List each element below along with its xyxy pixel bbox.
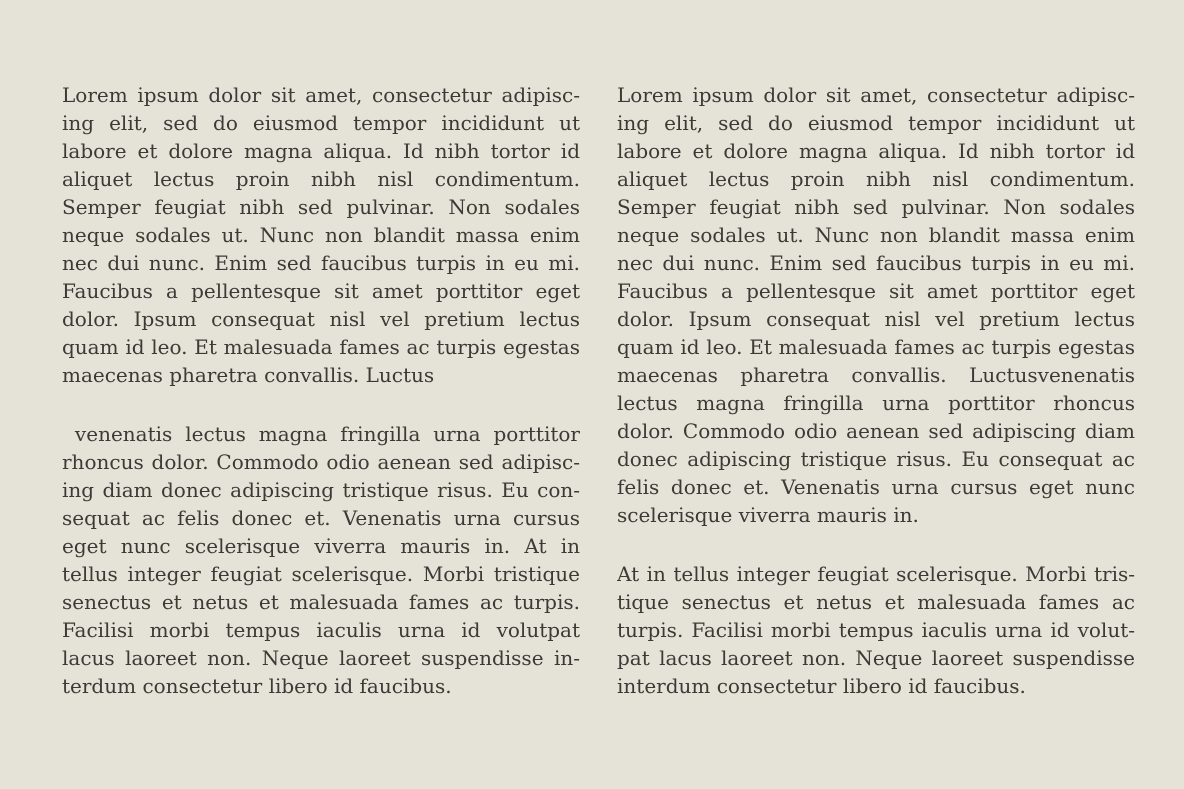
text-line: labore et dolore magna aliqua. Id nibh tortor id bbox=[62, 139, 580, 163]
text-line: ing elit, sed do eiusmod tempor incididunt ut bbox=[62, 111, 580, 135]
text-line: pat lacus laoreet non. Neque laoreet suspendisse bbox=[617, 646, 1135, 670]
text-line: maecenas pharetra convallis. Luctus bbox=[62, 363, 435, 387]
text-line: At in tellus integer feugiat scelerisque. Morbi tris- bbox=[617, 562, 1135, 586]
text-line: Facilisi morbi tempus iaculis urna id volutpat bbox=[62, 618, 580, 642]
text-line: labore et dolore magna aliqua. Id nibh tortor id bbox=[617, 139, 1135, 163]
text-line: donec adipiscing tristique risus. Eu consequat ac bbox=[617, 447, 1135, 471]
text-line: lacus laoreet non. Neque laoreet suspendisse in- bbox=[62, 646, 580, 670]
paragraph bbox=[62, 81, 580, 389]
text-line: scelerisque viverra mauris in. bbox=[617, 503, 919, 527]
text-line: venenatis lectus magna fringilla urna porttitor bbox=[62, 422, 580, 446]
text-line: interdum consectetur libero id faucibus. bbox=[617, 674, 1026, 698]
text-line: Semper feugiat nibh sed pulvinar. Non sodales bbox=[62, 195, 580, 219]
text-line: aliquet lectus proin nibh nisl condimentum. bbox=[62, 167, 580, 191]
text-line: quam id leo. Et malesuada fames ac turpis egestas bbox=[617, 335, 1135, 359]
text-line: felis donec et. Venenatis urna cursus eget nunc bbox=[617, 475, 1135, 499]
text-line: tellus integer feugiat scelerisque. Morbi tristique bbox=[62, 562, 580, 586]
paragraph bbox=[617, 560, 1135, 700]
paragraph bbox=[617, 81, 1135, 529]
text-line: turpis. Facilisi morbi tempus iaculis urna id volut- bbox=[617, 618, 1135, 642]
text-line: ing diam donec adipiscing tristique risus. Eu con- bbox=[62, 478, 580, 502]
text-line: ing elit, sed do eiusmod tempor incididunt ut bbox=[617, 111, 1135, 135]
text-line: Faucibus a pellentesque sit amet porttitor eget bbox=[62, 279, 580, 303]
text-line: Lorem ipsum dolor sit amet, consectetur adipisc- bbox=[617, 83, 1135, 107]
text-column-right bbox=[617, 81, 1135, 700]
text-column-left bbox=[62, 81, 580, 700]
text-line: aliquet lectus proin nibh nisl condimentum. bbox=[617, 167, 1135, 191]
text-line: dolor. Commodo odio aenean sed adipiscing diam bbox=[617, 419, 1135, 443]
text-line: dolor. Ipsum consequat nisl vel pretium lectus bbox=[617, 307, 1135, 331]
paragraph bbox=[62, 420, 580, 700]
text-line: nec dui nunc. Enim sed faucibus turpis in eu mi. bbox=[62, 251, 580, 275]
text-line: neque sodales ut. Nunc non blandit massa enim bbox=[62, 223, 580, 247]
text-line: terdum consectetur libero id faucibus. bbox=[62, 674, 452, 698]
text-line: nec dui nunc. Enim sed faucibus turpis in eu mi. bbox=[617, 251, 1135, 275]
text-line: senectus et netus et malesuada fames ac turpis. bbox=[62, 590, 580, 614]
text-line: tique senectus et netus et malesuada fames ac bbox=[617, 590, 1135, 614]
text-line: dolor. Ipsum consequat nisl vel pretium lectus bbox=[62, 307, 580, 331]
text-line: Semper feugiat nibh sed pulvinar. Non sodales bbox=[617, 195, 1135, 219]
text-line: sequat ac felis donec et. Venenatis urna cursus bbox=[62, 506, 580, 530]
text-line: Lorem ipsum dolor sit amet, consectetur adipisc- bbox=[62, 83, 580, 107]
specimen-page bbox=[62, 81, 1135, 700]
text-line: Faucibus a pellentesque sit amet porttitor eget bbox=[617, 279, 1135, 303]
text-line: maecenas pharetra convallis. Luctusvenenatis bbox=[617, 363, 1135, 387]
text-line: neque sodales ut. Nunc non blandit massa enim bbox=[617, 223, 1135, 247]
text-line: lectus magna fringilla urna porttitor rhoncus bbox=[617, 391, 1135, 415]
text-line: eget nunc scelerisque viverra mauris in. At in bbox=[62, 534, 580, 558]
text-line: rhoncus dolor. Commodo odio aenean sed adipisc- bbox=[62, 450, 580, 474]
text-line: quam id leo. Et malesuada fames ac turpis egestas bbox=[62, 335, 580, 359]
